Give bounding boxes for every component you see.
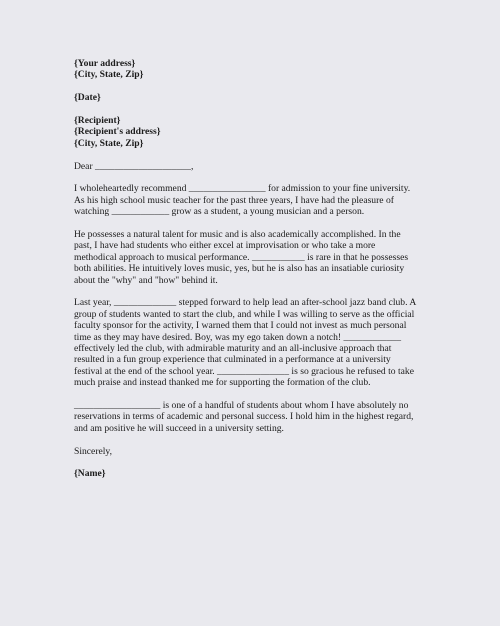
letter-date: {Date} [74, 92, 101, 104]
paragraph-line: faculty sponsor for the activity, I warned them that I could not invest as much personal [74, 320, 407, 332]
paragraph-line: methodical approach to musical performance. ___________ is rare in that he possesses [74, 251, 409, 263]
date-block [74, 92, 424, 103]
recipient-address: {Recipient's address} [74, 126, 161, 138]
sender-block [74, 58, 424, 81]
paragraph-line: and am positive he will succeed in a university setting. [74, 422, 284, 434]
paragraph-line: much praise and instead thanked me for supporting the formation of the club. [74, 377, 371, 389]
salutation: Dear ____________________, [74, 160, 194, 172]
recipient-block [74, 115, 424, 149]
sender-city-state-zip: {City, State, Zip} [74, 69, 144, 81]
paragraph-line: about the "why" and "how" behind it. [74, 274, 218, 286]
sender-address: {Your address} [74, 58, 136, 69]
paragraph-line: both abilities. He intuitively loves music, yes, but he is also has an insatiable curiosity [74, 263, 405, 275]
paragraph-line: He possesses a natural talent for music and is also academically accomplished. In the [74, 229, 401, 241]
signature-name: {Name} [74, 468, 106, 480]
paragraph-line: time as they may have desired. Boy, was my ego taken down a notch! ____________ [74, 331, 402, 343]
closing: Sincerely, [74, 445, 113, 457]
paragraph-line: reservations in terms of academic and personal success. I hold him in the highest regard, [74, 411, 414, 423]
paragraph-line: resulted in a fun group experience that culminated in a performance at a university [74, 354, 391, 366]
paragraph-line: festival at the end of the school year. _______________ is so gracious he refused to take [74, 365, 414, 377]
paragraph-line: As his high school music teacher for the past three years, I have had the pleasure of [74, 194, 394, 206]
paragraph-line: Last year, _____________ stepped forward to help lead an after-school jazz band club. A [74, 297, 417, 309]
recipient-city-state-zip: {City, State, Zip} [74, 137, 144, 149]
closing-block [74, 446, 424, 457]
salutation-block [74, 161, 424, 172]
recipient-name: {Recipient} [74, 115, 121, 126]
paragraph-line: I wholeheartedly recommend ________________ for admission to your fine university. [74, 183, 411, 195]
paragraph-line: group of students wanted to start the club, and while I was willing to serve as the official [74, 308, 415, 320]
paragraph-line: __________________ is one of a handful of students about whom I have absolutely no [74, 400, 409, 412]
paragraph-conclusion [74, 400, 424, 434]
paragraph-line: effectively led the club, with admirable maturity and an all-inclusive approach that [74, 343, 392, 355]
paragraph-line: watching ____________ grow as a student, a young musician and a person. [74, 206, 365, 218]
paragraph-talent [74, 229, 424, 286]
recommendation-letter [74, 58, 424, 491]
paragraph-line: past, I have had students who either excel at improvisation or who take a more [74, 240, 376, 252]
paragraph-jazz-club [74, 297, 424, 388]
paragraph-intro [74, 183, 424, 217]
signature-block [74, 468, 424, 479]
